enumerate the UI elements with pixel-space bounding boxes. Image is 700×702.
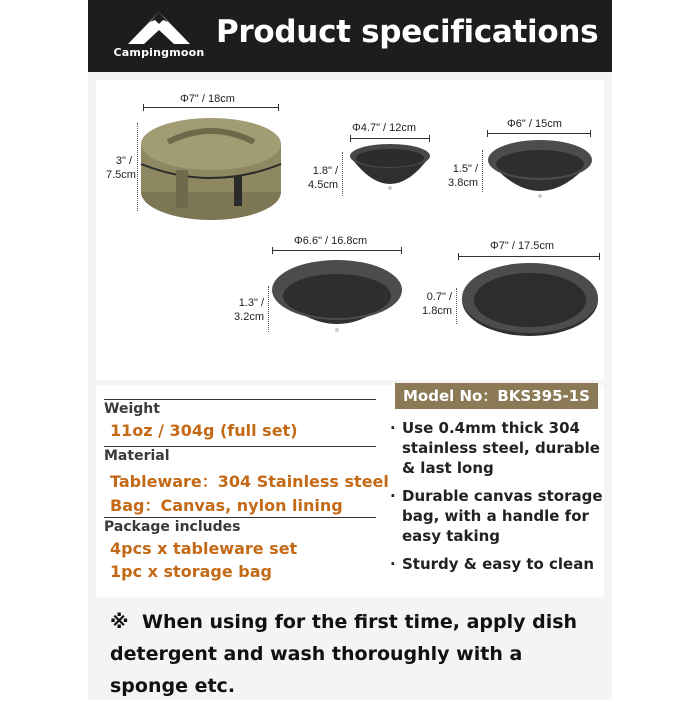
deep-plate-height-label: 1.3" / 3.2cm: [234, 297, 264, 323]
mountain-icon: [126, 10, 192, 46]
usage-note-text: When using for the first time, apply dish detergent and wash thoroughly with a sponge etc.: [110, 611, 578, 697]
storage-bag-image: [138, 112, 284, 224]
bowl-image: [486, 136, 594, 202]
bullet: ·: [390, 419, 396, 437]
weight-label: Weight: [104, 401, 160, 417]
deep-plate-width-line: [272, 250, 402, 251]
small-bowl-width-label: Φ4.7" / 12cm: [352, 122, 417, 134]
feature-text: Sturdy & easy to clean: [402, 555, 595, 573]
bowl-width-label: Φ6" / 15cm: [507, 118, 562, 130]
bullet: ·: [390, 555, 396, 573]
small-bowl-height-label: 1.8" / 4.5cm: [308, 165, 338, 191]
model-number-badge: Model No：BKS395-1S: [395, 383, 598, 409]
feature-item: [390, 554, 610, 576]
reference-mark: ※: [110, 611, 129, 633]
weight-value: 11oz / 304g (full set): [110, 421, 298, 440]
feature-text: Use 0.4mm thick 304 stainless steel, durable & last long: [402, 419, 600, 477]
small-bowl-width-line: [350, 138, 430, 139]
deep-plate-height-line: [268, 286, 269, 332]
bowl-height-label: 1.5" / 3.8cm: [448, 163, 478, 189]
bullet: ·: [390, 487, 396, 505]
divider: [104, 517, 376, 518]
flat-plate-image: [460, 258, 600, 338]
feature-item: [390, 486, 610, 546]
feature-text: Durable canvas storage bag, with a handle for easy taking: [402, 487, 603, 545]
flat-plate-width-line: [458, 256, 600, 257]
deep-plate-image: [270, 256, 404, 338]
package-label: Package includes: [104, 519, 241, 535]
material-bag: Bag：Canvas, nylon lining: [110, 496, 343, 515]
bag-width-label: Φ7" / 18cm: [180, 93, 235, 105]
bag-width-line: [143, 107, 279, 108]
material-tableware: Tableware：304 Stainless steel: [110, 472, 389, 491]
feature-item: [390, 418, 610, 478]
bowl-width-line: [487, 133, 591, 134]
material-label: Material: [104, 448, 170, 464]
deep-plate-width-label: Φ6.6" / 16.8cm: [294, 235, 368, 247]
flat-plate-width-label: Φ7" / 17.5cm: [490, 240, 555, 252]
small-bowl-height-line: [342, 152, 343, 196]
package-item: 4pcs x tableware set: [110, 539, 298, 558]
brand-name: Campingmoon: [113, 46, 205, 59]
bowl-height-line: [482, 150, 483, 192]
divider: [104, 446, 376, 447]
flat-plate-height-label: 0.7" / 1.8cm: [422, 291, 452, 317]
page-title: Product specifications: [216, 14, 599, 50]
small-bowl-image: [348, 142, 432, 198]
brand-logo: [104, 10, 214, 62]
package-item: 1pc x storage bag: [110, 562, 272, 581]
divider: [104, 399, 376, 400]
flat-plate-height-line: [456, 288, 457, 324]
bag-height-label: 3" / 7.5cm: [106, 155, 136, 181]
